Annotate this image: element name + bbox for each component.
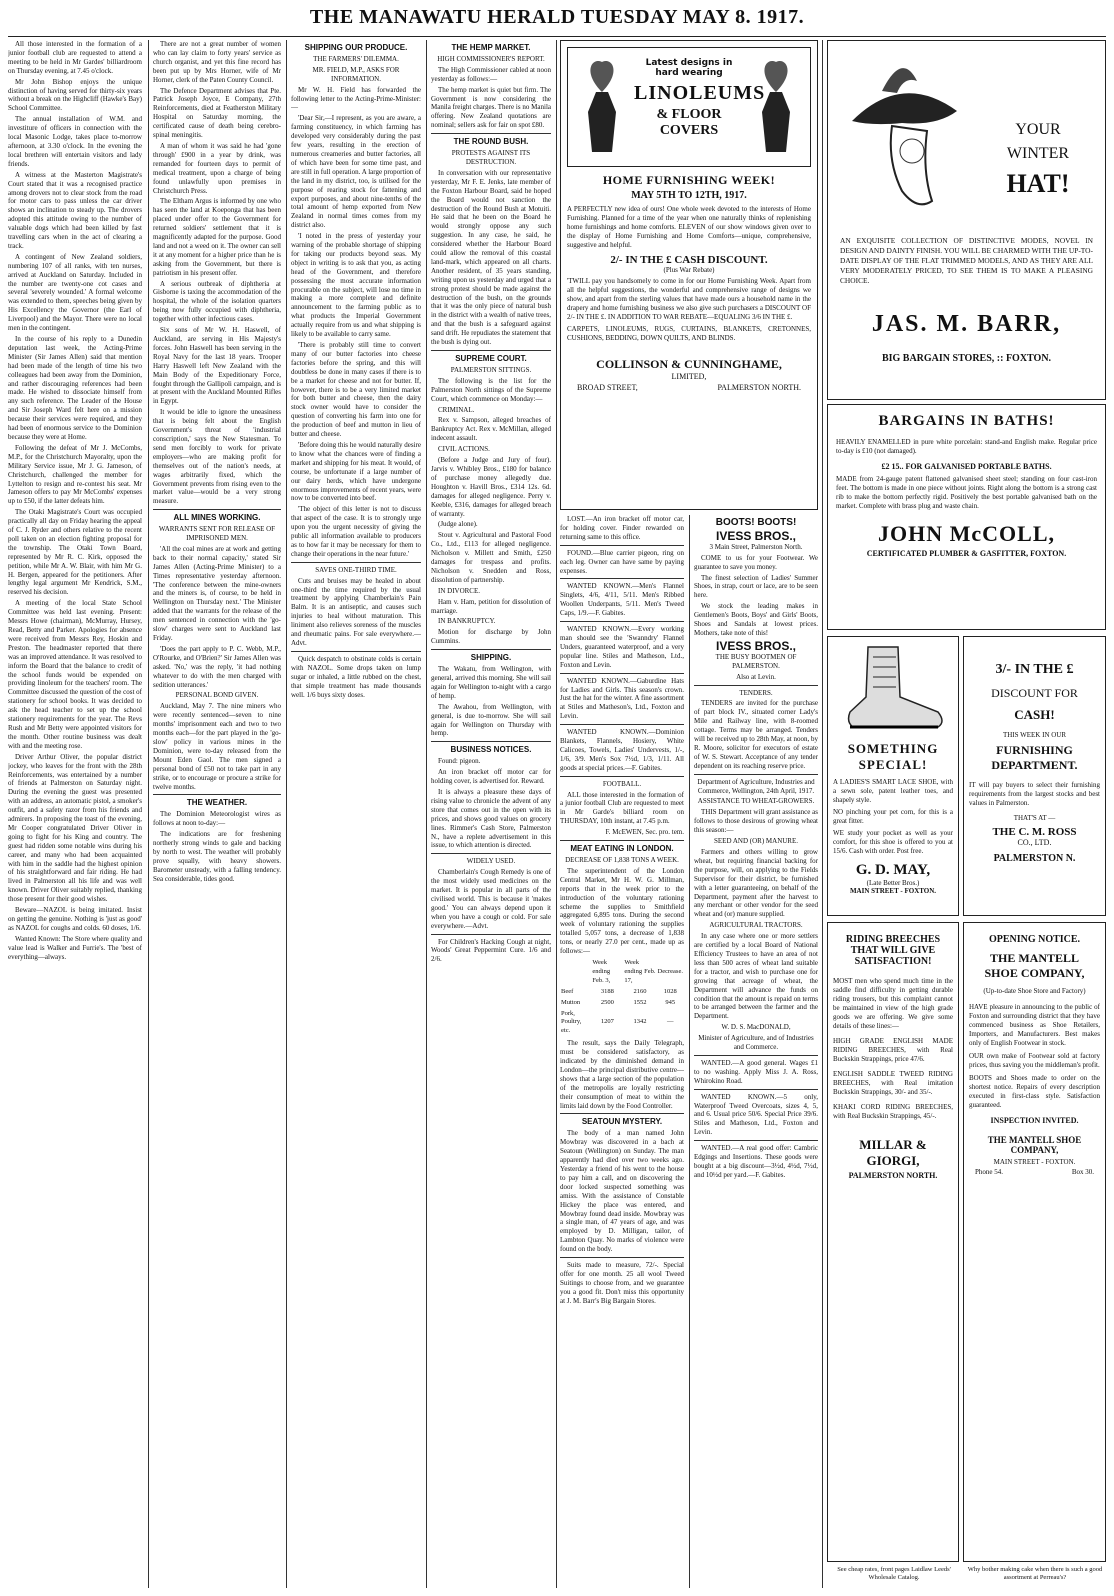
news-paragraph: 'The object of this letter is not to discuss that aspect of the case. It is to strongly urge upon you the urgent necessity of giving the public all information available to producers as to how far it may be necessary for them to change their operations in the near future.' (291, 505, 421, 558)
football-heading: FOOTBALL. (602, 779, 642, 788)
section-rule (431, 853, 551, 854)
tractors-heading: AGRICULTURAL TRACTORS. (709, 921, 803, 930)
lino-items: CARPETS, LINOLEUMS, RUGS, CURTAINS, BLANKETS, CRETONNES, CUSHIONS, BEDDING, DOWN QUILTS, AND BLINDS. (567, 325, 811, 342)
hat-line-2: WINTER (1006, 145, 1070, 162)
section-rule (560, 578, 684, 579)
news-paragraph: The Awahou, from Wellington, with general, is due to-morrow. She will sail again for Wellington on Thursday with hemp. (431, 702, 551, 738)
war-rebate-note: (Plus War Rebate) (663, 266, 715, 274)
news-paragraph: The superintendent of the London Central Market, Mr H. W. G. Millman, reports that in the week prior to the introduction of the voluntary rationing scheme the supplies to Smithfield aggregated 6,895 tons. During the second week of voluntary rationing the supplies totalled 5,057 tons, a decrease of 1,838 tons, or nearly 27.0 per cent., made up as follows:— (560, 866, 684, 956)
football-signature: F. McEWEN, Sec. pro. tem. (605, 828, 684, 837)
round-bush-subheading: PROTESTS AGAINST ITS DESTRUCTION. (451, 149, 531, 166)
week-dates: MAY 5TH TO 12TH, 1917. (631, 190, 747, 201)
inspection-invited: INSPECTION INVITED. (990, 1116, 1079, 1125)
classified-notice: WANTED KNOWN.—Every working man should see the 'Swanndry' Flannel Unders, guaranteed waterproof, and a very popular line. Stiles and Matheson, Ltd., Foxton and Levin. (560, 625, 684, 669)
vase-icon (746, 52, 806, 162)
news-paragraph: IN BANKRUPTCY. (438, 617, 496, 626)
column-divider (148, 40, 149, 1588)
table-cell: 1028 (663, 987, 677, 995)
section-rule (694, 1140, 818, 1141)
news-paragraph: 'Dear Sir,—I represent, as you are aware, a farming constituency, in which farming has developed very considerably during the past few years, resulting in the erection of numerous creameries and butter factories, all of which have been for some time past, and are still in full operation. A large proportion of the land in my district, too, is utilised for the purpose of rearing stock for fattening and export purposes, and about nine-tenths of the total amount of hemp exported from New Zealand in normal times comes from my district also. (291, 114, 421, 230)
dept-1: FURNISHING (996, 743, 1073, 757)
footer-left: See cheap rates, front pages Laidlaw Leeds' Wholesale Catalog. (837, 1566, 951, 1581)
riding-breeches-ad (827, 922, 959, 1562)
ivess-sub: THE BUSY BOOTMEN OF PALMERSTON. (715, 652, 797, 670)
column-divider (556, 40, 557, 1588)
section-rule (431, 934, 551, 935)
collinson-firm: COLLINSON & CUNNINGHAME, (596, 357, 782, 371)
section-rule (694, 685, 818, 686)
ross-town: PALMERSTON N. (993, 853, 1076, 864)
mantell-firm: THE MANTELL SHOE COMPANY, (987, 1135, 1082, 1155)
table-cell: 1552 (633, 998, 647, 1006)
meat-heading: MEAT EATING IN LONDON. (570, 844, 674, 854)
news-paragraph: Mr W. H. Field has forwarded the following letter to the Acting-Prime-Minister:— (291, 85, 421, 112)
table-cell: Mutton (561, 998, 581, 1006)
table-cell: — (667, 1018, 674, 1026)
news-paragraph: ALL those interested in the formation of a junior football Club are requested to meet in Mr Garde's billiard room on THURSDAY, 10th instant, at 7.45 p.m. (560, 790, 684, 826)
farmers-dilemma-subheading: THE FARMERS' DILEMMA. (313, 54, 399, 63)
newspaper-title: THE MANAWATU HERALD TUESDAY MAY 8. 1917. (309, 6, 805, 28)
news-paragraph: Following the defeat of Mr J. McCombs, M.P., for the Christchurch Mayoralty, upon the Military Service issue, Mr J. G. Jameson, of Christchurch, challenged the member for Lyttelton to resign and re-contest his seat. Mr Jameson offers to pay Mr McCombs' expenses up to £50, if the latter defeats him. (8, 443, 142, 506)
news-paragraph: The Eltham Argus is informed by one who has seen the land at Koeponga that has been placed under offer to the Government for returned soldiers' settlement that it is magnificently adapted for the purpose. Good land and not a weed on it. The owner can sell it at any moment for a higher price than he is asking from the Government, but there is patriotism in his present offer. (153, 197, 281, 277)
hat-line-3: HAT! (1006, 169, 1070, 198)
news-paragraph: For Children's Hacking Cough at night, Woods' Great Peppermint Cure. 1/6 and 2/6. (431, 937, 551, 964)
something-special-ad (827, 636, 959, 916)
table-cell: 1207 (600, 1018, 614, 1026)
news-paragraph: COME to us for your Footwear. We guarantee to save you money. (694, 553, 818, 571)
news-paragraph: The Wakatu, from Wellington, with general, arrived this morning. She will sail again for Wellington to-night with a cargo of hemp. (431, 665, 551, 700)
home-furnishing-week: HOME FURNISHING WEEK! (602, 173, 776, 187)
news-paragraph: The High Commissioner cabled at noon yesterday as follows:— (431, 65, 551, 83)
news-paragraph: The result, says the Daily Telegraph, must be considered satisfactory, as indicated by the diminished demand in London—the principal distributive centre—shows that a large section of the population of the metropolis are loyally restricting their consumption of meat to within the limits laid down by the Food Controller. (560, 1039, 684, 1110)
table-row (560, 1009, 684, 1038)
news-paragraph: In conversation with our representative yesterday, Mr F. E. Jenks, late member of the Foxton Harbour Board, said he hoped the Board would not sanction the destruction of the Round Bush at Motuiti. He said that he been on the Board he would strongly oppose any such suggestion. In any case, he said, he considered whether the Harbour Board could allow the removal of this coastal land-mark, which appeared on all charts. Another resident, of 35 years standing, writing upon us yesterday and urged that a strong protest should be made against the destruction of the bush, on the grounds that it was the only piece of natural bush in the district with a wealth of native trees, and that the bush is a safeguard against sand drift. He repudiates the statement that the bush is dying out. (431, 168, 551, 347)
table-cell: 2160 (633, 987, 647, 995)
thats-at: THAT'S AT — (1013, 814, 1056, 822)
news-paragraph: A witness at the Masterton Magistrate's Court stated that it was a recognised practice among drovers not to clear stock from the road for motor cars to pass unless the car driver shows an inclination to steady up. The drovers adopted this attitude owing to the number of valuable dogs which had been killed by fast travelling cars when in the act of clearing a track. (8, 170, 142, 250)
lady-in-hat-icon (842, 51, 962, 221)
court-subheading: PALMERSTON SITTINGS. (450, 365, 532, 374)
column-divider (426, 40, 427, 1588)
ivess-firm-2: IVESS BROS., (715, 638, 797, 653)
news-paragraph: Beware—NAZOL is being imitated. Insist on getting the genuine. Nothing is 'just as good' as NAZOL for coughs and colds. 60 doses, 1/6. (8, 906, 142, 932)
classified-notice: WANTED.—A real good offer: Cambric Edgings and Insertions. These goods were bought at a big discount—3½d, 4½d, 7½d, and 10½d per yard.—F. Gabites. (694, 1144, 818, 1179)
furn-body: IT will pay buyers to select their furnishing requirements from the largest stocks and best values in Palmerston. (969, 781, 1100, 807)
mantell-contact (969, 1168, 1100, 1176)
column-5 (560, 515, 684, 1588)
minister-title: Minister of Agriculture, and of Industries and Commerce. (698, 1034, 814, 1052)
column-6 (694, 515, 818, 1588)
news-paragraph: A meeting of the local State School Committee was held last evening. Present: Messrs Howe (chairman), McMurray, Hursey, Read, Betty and Parker. Apologies for absence were received from Messrs Rey, Hoskin and Preston. The headmaster reported that there was an improved attendance. It was resolved to inform the Board that the balance to credit of the school funds would be expended on providing linoleum for the teachers' room. The Committee discussed the question of the cost of stationery for school books. It was decided to ask the head teacher to set up the school stationery requirements for the year. The Revs Rush and Mr Betty were appointed visitors for the month. Other routine business was dealt with and the meeting rose. (8, 599, 142, 750)
news-paragraph: In any case where one or more settlers are certified by a local Board of National Efficiency Trustees to have an area of not less than 500 acres of wheat land suitable for a tractor, and wish to purchase one for growing that acreage of wheat, the Department will advance the funds on condition that the amount is repaid on terms to be arranged between the farmer and the Department. (694, 932, 818, 1021)
round-bush-heading: THE ROUND BUSH. (453, 137, 529, 147)
address-town: PALMERSTON NORTH. (717, 383, 801, 392)
this-week: THIS WEEK IN OUR (1002, 731, 1067, 739)
classified-notice: WANTED KNOWN.—Gaburdine Hats for Ladies and Girls. This season's crown. Just the hat for the winter. A fine assortment at Stiles and Matheson's, Ltd., Foxton and Levin. (560, 676, 684, 721)
minister-sign: W. D. S. MacDONALD, (721, 1023, 791, 1032)
news-paragraph: Cuts and bruises may be healed in about one-third the time required by the usual treatment by applying Chamberlain's Pain Balm. It is an antiseptic, and causes such injuries to heal without maturation. This liniment also relieves soreness of the muscles and rheumatic pains. For sale everywhere.—Advt. (291, 576, 421, 647)
weather-heading: THE WEATHER. (186, 798, 248, 808)
mantell-body-3: BOOTS and Shoes made to order on the shortest notice. Repairs of every description executed in first-class style. Satisfaction guaranteed. (969, 1074, 1100, 1109)
baths-p2: £2 15.. FOR GALVANISED PORTABLE BATHS. (881, 462, 1052, 471)
mantell-box: Box 30. (1071, 1168, 1094, 1176)
dept-2: DEPARTMENT. (991, 758, 1078, 772)
discount-cash: CASH! (1014, 707, 1055, 722)
mantell-sub: (Up-to-date Shoe Store and Factory) (983, 987, 1086, 995)
may-name: G. D. MAY, (855, 862, 931, 878)
widely-used-heading: WIDELY USED. (466, 857, 516, 866)
news-paragraph: 'Before doing this he would naturally desire to know what the chances were of finding a market and shipping for his meat. It would, of course, be unfortunate if a large number of our dairy herds, which have undergone enormous improvements of recent years, were now to be converted into beef. (291, 440, 421, 503)
section-rule (431, 649, 551, 650)
breech-head-2: THAT WILL GIVE (850, 945, 936, 956)
collinson-address (567, 383, 811, 392)
saves-heading: SAVES ONE-THIRD TIME. (315, 565, 397, 574)
news-paragraph: The following is the list for the Palmerston North sittings of the Supreme Court, which commence on Monday:— (431, 376, 551, 403)
news-paragraph: A man of whom it was said he had 'gone through' £900 in a year by drink, was remanded for fourteen days to permit of medical treatment, upon a charge of being found unlawfully upon premises in Christchurch Press. (153, 141, 281, 195)
section-rule (694, 1055, 818, 1056)
section-rule (694, 774, 818, 775)
dept-line: Department of Agriculture, Industries and Commerce, Wellington, 24th April, 1917. (697, 777, 815, 795)
footer-right: Why bother making cake when there is such a good assortment at Perreau's? (967, 1566, 1103, 1581)
field-subheading: MR. FIELD, M.P., ASKS FOR INFORMATION. (312, 65, 400, 83)
news-paragraph: In the course of his reply to a Dunedin deputation last week, the Acting-Prime Minister (Sir James Allen) said that mention had been made of the length of time his two colleagues had been away from the Dominion, and rather discouraging references had been made. He wished to dissociate himself from any such reference. The Leader of the House and Sir Joseph Ward felt here on a mission because their services were required, and they had been of enormous service to the Dominion because they were at Home. (8, 335, 142, 441)
section-rule (560, 724, 684, 725)
linoleum-banner (567, 47, 811, 167)
table-row (560, 987, 684, 998)
mantell-head-2: THE MANTELL (989, 951, 1079, 965)
address-street: BROAD STREET, (577, 383, 638, 392)
millar-name: MILLAR & GIORGI, (859, 1137, 927, 1168)
may-street: MAIN STREET - FOXTON. (849, 887, 937, 895)
news-paragraph: Farmers and others willing to grow wheat, but requiring financial backing for the purpose, will, on applying to the Fields Supervisor for their district, be furnished with a letter guaranteeing, on behalf of the Department, payment after the harvest to any merchant or other vendor for the seed wheat and (or) manure supplied. (694, 848, 818, 919)
mantell-head-3: SHOE COMPANY, (984, 966, 1085, 980)
special-body-3: WE study your pocket as well as your comfort, for this shoe is offered to you at 15/6. Cash with order. Post free. (833, 829, 953, 855)
ivess-also: Also at Levin. (736, 672, 776, 681)
classified-notice: WANTED.—A good general. Wages £1 to no washing. Apply Miss J. A. Ross, Whirokino Road. (694, 1058, 818, 1085)
bond-subheading: PERSONAL BOND GIVEN. (175, 691, 259, 700)
news-paragraph: 'All the coal mines are at work and getting back to their normal capacity,' stated Sir James Allen (Acting-Prime Minister) to a Times representative yesterday afternoon. 'The conference between the mine-owners and the miners is, of course, to be held in Wellington on Thursday next.' The Minister added that the warrants for the release of the men sentenced in connection with the 'go-slow' charges were sent to Auckland last Friday. (153, 544, 281, 642)
news-paragraph: 'Does the part apply to P. C. Webb, M.P., O'Rourke, and O'Brien?' Sir James Allen was asked. 'No,' was the reply, 'it had nothing whatever to do with the men charged with sedition utterances.' (153, 644, 281, 689)
hemp-subheading: HIGH COMMISSIONER'S REPORT. (437, 54, 545, 63)
mines-subheading: WARRANTS SENT FOR RELEASE OF IMPRISONED MEN. (158, 525, 276, 543)
news-paragraph: The finest selection of Ladies' Summer Shoes, in strap, court or lace, are to be seen here. (694, 573, 818, 600)
baths-p1: HEAVILY ENAMELLED in pure white porcelain: stand-and English make. Regular price to-day is £10 (not damaged). (836, 438, 1097, 455)
section-rule (560, 545, 684, 546)
breech-body: MOST men who spend much time in the saddle find difficulty in getting durable riding trousers, but this complaint cannot be maintained in view of the high grade goods we are offering. We give some details of these lines:— (833, 977, 953, 1030)
table-cell: Beef (561, 987, 574, 995)
column-divider (689, 515, 690, 1588)
news-paragraph: Stout v. Agricultural and Pastoral Food Co., Ltd., £113 for alleged negligence. Nicholson v. Millett and Smith, £250 damages for trespass and profits. Nicholson v. Snedden and Ross, dissolution of partnership. (431, 531, 551, 584)
section-rule (694, 1089, 818, 1090)
mccoll-name: JOHN McCOLL, (878, 521, 1055, 546)
news-paragraph: 'There is probably still time to convert many of our butter factories into cheese factories before the spring, and this will doubtless be done in many cases if there is to be a market for cheese and not for butter. If, however, there is to be a very limited market for both butter and cheese, then the dairy stock owner would have to consider the question of converting his farm into one for the production of beef and mutton in lieu of butter and cheese. (291, 341, 421, 439)
ivess-firm: IVESS BROS., (715, 528, 797, 543)
ivess-address: 3 Main Street, Palmerston North. (709, 542, 803, 551)
collinson-ltd: LIMITED, (671, 372, 707, 381)
news-paragraph: Suits made to measure, 72/-. Special offer for one month. 25 all wool Tweed Suitings to choose from, and we guarantee you a good fit. Don't miss this opportunity at J. M. Barr's Big Bargain Stores. (560, 1261, 684, 1305)
special-body-1: A LADIES'S SMART LACE SHOE, with a sewn sole, patent leather toes, and shapely style. (833, 778, 953, 804)
section-rule (560, 1113, 684, 1114)
boots-heading: BOOTS! BOOTS! (715, 517, 797, 528)
section-rule (153, 509, 281, 510)
special-head-2: SPECIAL! (858, 757, 928, 772)
linoleum-ad (560, 40, 818, 510)
news-paragraph: The Defence Department advises that Pte. Patrick Joseph Joyce, E Company, 27th Reinforcements, died at Featherston Military Hospital on Saturday morning, the certificated cause of death being cerebro-spinal meningitis. (153, 86, 281, 140)
cash-discount: 2/- IN THE £ CASH DISCOUNT. (610, 254, 768, 266)
masthead (0, 0, 1114, 36)
tenders-heading: TENDERS. (739, 688, 773, 697)
section-rule (291, 651, 421, 652)
table-cell: 2500 (600, 998, 614, 1006)
meat-subheading: DECREASE OF 1,838 TONS A WEEK. (565, 856, 679, 864)
column-3 (291, 40, 421, 1588)
news-paragraph: TENDERS are invited for the purchase of part block IV., situated corner Lady's Mile and Railway line, with 8-roomed cottage. Terms may be arranged. Tenders will be received up to 28th May, at noon, by R. Moore, solicitor for executors of estate of W. S. Stewart. Acceptance of any tender dependent on its reaching reserve price. (694, 699, 818, 770)
mantell-body-1: HAVE pleasure in announcing to the public of Foxton and surrounding district that they have commenced business as Shoe Retailers, Importers, and Manufacturers. Best makes only of English Footwear in stock. (969, 1003, 1100, 1047)
news-paragraph: THIS Department will grant assistance as follows to those desirous of growing wheat this season:— (694, 808, 818, 835)
mines-heading: ALL MINES WORKING. (173, 513, 261, 523)
section-rule (560, 673, 684, 674)
news-paragraph: (Before a Judge and Jury of four). Jarvis v. Whibley Bros., £180 for balance of purchase money allegedly due. Houghton v. Havill Bros., £314 12s. 6d. damages for alleged negligence. Perry v. Keeble, £316, damages for alleged breach of warranty. (431, 456, 551, 518)
section-rule (560, 1257, 684, 1258)
discount-for: DISCOUNT FOR (991, 686, 1078, 700)
hemp-heading: THE HEMP MARKET. (451, 43, 531, 52)
furnishing-discount-ad (963, 636, 1106, 916)
special-body-2: NO pinching your pet corn, for this is a great fitter. (833, 808, 953, 825)
news-paragraph: Chamberlain's Cough Remedy is one of the most widely used medicines on the market. It is popular in all parts of the civilised world. This is because it 'makes good.' You can always depend upon it when you have a cough or cold. For sale everywhere.—Advt. (431, 868, 551, 930)
shipping-heading: SHIPPING. (470, 653, 512, 663)
barr-name: JAS. M. BARR, (871, 311, 1062, 337)
classified-notice: FOUND.—Blue carrier pigeon, ring on each leg. Owner can have same by paying expenses. (560, 548, 684, 575)
table-header-cell: Week ending Feb. 17, (624, 958, 656, 984)
news-paragraph: It would be idle to ignore the uneasiness that is being felt about the English Government's threat of 'industrial conscription,' says the New Statesman. To send men forcibly to work for private employers—who are making profit for themselves out of the nation's needs, at wages arbitrarily fixed, which the Government prevents from rising even to the market value—would be a very strong measure. (153, 408, 281, 506)
baths-p3: MADE from 24-gauge patent flattened galvanised sheet steel; standing on four cast-iron feet. The bottom is made in one piece without joints. Right along the bottom is a strong cast rib to make the bottom perfectly rigid. Positively the best portable galvanised bath on the market. Complete with brass plug and waste chain. (836, 475, 1097, 510)
section-rule (560, 776, 684, 777)
section-rule (431, 741, 551, 742)
news-paragraph: A serious outbreak of diphtheria at Gisborne is taxing the accommodation of the hospital, the whole of the isolation quarters being now fully occupied with diphtheria, together with other infectious cases. (153, 279, 281, 324)
news-paragraph: All those interested in the formation of a junior football club are requested to attend a meeting to be held in Mr Gardes' billiardroom on Thursday evening, at 7.45 o'clock. (8, 40, 142, 75)
news-paragraph: We stock the leading makes in Gentlemen's Boots, Boys' and Girls' Boots, Shoes and Sandals at lowest prices. Mothers, take note of this! (694, 602, 818, 637)
news-paragraph: A contingent of New Zealand soldiers, numbering 107 of all ranks, with ten nurses, arrived at Auckland on Saturday. Included in the number are twenty-one cot cases and several 'severely wounded.' A formal welcome was extended to them, speeches being given by His Excellency the Governor (the Earl of Liverpool) and the Mayor. There were no local men in the contingent. (8, 252, 142, 333)
mantell-street: MAIN STREET - FOXTON. (993, 1158, 1076, 1166)
seed-heading: SEED AND (OR) MANURE. (714, 837, 798, 846)
winter-hat-ad (827, 40, 1106, 400)
news-paragraph: Quick despatch to obstinate colds is certain with NAZOL. Some drops taken on lump sugar or inhaled, a little rubbed on the chest, that simple treatment has made thousands well. 1/6 buys sixty doses. (291, 654, 421, 699)
news-paragraph: The annual installation of W.M. and investiture of officers in connection with the local Masonic Lodge, takes place to-morrow afternoon, at 3.30 o'clock. In the evening the local brethren will entertain visitors and lady friends. (8, 115, 142, 168)
masthead-rule (8, 36, 1106, 37)
meat-table (560, 958, 684, 1037)
mantell-phone: Phone 54. (975, 1168, 1003, 1176)
hat-line-1: YOUR (1015, 121, 1061, 138)
mantell-shoe-ad (963, 922, 1106, 1562)
barr-store: BIG BARGAIN STORES, :: FOXTON. (881, 353, 1052, 364)
section-rule (560, 840, 684, 841)
news-paragraph: The body of a man named John Mowbray was discovered in a bach at Seatoun (Wellington) on Sunday. The man apparently had died over two weeks ago. Yesterday a friend of his went to the house to pay him a call, and on discovering the door locked suspected something was amiss. With the assistance of Constable Hickey the place was entered, and Mowbray found dead inside. Mowbray was a single man, of 47 years of age, and was employed by D. Milligan, tailor, of Lambton Quay. No marks of violence were found on the body. (560, 1129, 684, 1254)
classified-notice: LOST.—An iron bracket off motor car, for holding cover. Finder rewarded on returning same to this office. (560, 515, 684, 541)
section-rule (291, 562, 421, 563)
shipping-produce-heading: SHIPPING OUR PRODUCE. (304, 43, 408, 52)
news-paragraph: Wanted Known: The Store where quality and value lead is Walker and Furrie's. The 'best of everything—always. (8, 934, 142, 961)
lino-para-2: 'TWILL pay you handsomely to come in for our Home Furnishing Week. Apart from all the helpful suggestions, the wonderful and comprehensive range of designs we show, and apart from the sterling values that have made ours a household name in the drapery and home furnishing business we also give such purchasers a DISCOUNT OF 2/- IN THE £. IN ADDITION TO WAR REBATE—EQUALING 3/6 IN THE £. (567, 277, 811, 321)
millar-town: PALMERSTON NORTH. (848, 1171, 938, 1180)
table-cell: Pork, Poultry, etc. (561, 1009, 582, 1035)
table-cell: 3188 (600, 987, 614, 995)
news-paragraph: Found: pigeon. (438, 757, 481, 766)
classified-notice: WANTED KNOWN.—Men's Flannel Singlets, 4/6, 4/11, 5/11. Men's Ribbed Woollen Underpants, 5/11. Men's Tweed Caps, 1/9.—F. Gabites. (560, 582, 684, 618)
news-paragraph: An iron bracket off motor car for holding cover, is advertised for. Reward. (431, 768, 551, 786)
mccoll-trade: CERTIFICATED PLUMBER & GASFITTER, FOXTON. (866, 549, 1067, 558)
news-paragraph: The Otaki Magistrate's Court was occupied practically all day on Friday hearing the appeal of C. J. Ryder and others relative to the recent poll taken on an election fighting proposal for the township. The Otaki Town Board, represented by Mr R. C. Kirk, opposed the petition, while Mr A. W. Blair, with him Mr G. H. Bergen, appeared for the petitioners. After lengthy legal argument Mr Kendrick, S.M., reserved his decision. (8, 508, 142, 597)
breech-line-3: KHAKI CORD RIDING BREECHES, with Real Buckskin Strappings, 45/-. (833, 1103, 953, 1120)
column-4 (431, 40, 551, 1588)
news-paragraph: (Judge alone). (438, 520, 478, 529)
column-divider (286, 40, 287, 1588)
mantell-head-1: OPENING NOTICE. (988, 934, 1081, 945)
breech-head-3: SATISFACTION! (854, 956, 932, 967)
news-paragraph: CIVIL ACTIONS. (438, 445, 490, 454)
table-header-cell: Week ending Feb. 3, (592, 958, 611, 984)
special-head-1: SOMETHING (847, 741, 939, 756)
supreme-court-heading: SUPREME COURT. (455, 354, 527, 363)
section-rule (560, 621, 684, 622)
table-header-cell (560, 958, 591, 987)
news-paragraph: Auckland, May 7. The nine miners who were recently sentenced—seven to nine months' imprisonment each and two to two months each—for the part played in the 'go-slow' policy in various mines in the Dominion, were to-day released from the Mount Eden Gaol. The men signed a personal bond of £50 not to take part in any strike, or to encourage or procure a strike for twelve months. (153, 702, 281, 791)
breech-line-2: ENGLISH SADDLE TWEED RIDING BREECHES, with Real imitation Buckskin Strappings, 30/- and 35/-. (833, 1070, 953, 1096)
ross-ltd: CO., LTD. (1017, 838, 1052, 847)
vase-icon (572, 52, 632, 162)
breech-line-1: HIGH GRADE ENGLISH MADE RIDING BREECHES, with Real Buckskin Strappings, price 47/6. (833, 1037, 953, 1063)
news-paragraph: IN DIVORCE. (438, 586, 480, 595)
table-row (560, 998, 684, 1009)
news-paragraph: CRIMINAL. (438, 405, 475, 414)
news-paragraph: It is always a pleasure these days of rising value to chronicle the advent of any store that comes out in the open with its prices, and shows good values on grocery lines. Rimmer's Cash Store, Palmerston N., have a replete advertisement in this issue, to which attention is directed. (431, 787, 551, 850)
table-cell: 945 (665, 998, 676, 1006)
seatoun-heading: SEATOUN MYSTERY. (581, 1117, 663, 1127)
section-rule (431, 133, 551, 134)
news-paragraph: Motion for discharge by John Cummins. (431, 628, 551, 646)
news-paragraph: The indications are for freshening northerly strong winds to gale and backing by north to west. The weather will probably prove squally, with heavy showers. Barometer unsteady, with a falling tendency. Sea considerable, tides good. (153, 830, 281, 883)
baths-head: BARGAINS IN BATHS! (878, 413, 1055, 429)
ross-firm: THE C. M. ROSS (992, 826, 1077, 838)
news-paragraph: The hemp market is quiet but firm. The Government is now considering the Manila freight charges. There is no Manila offering. New Zealand quotations are nominal; sellers ask for fair on spot £80. (431, 85, 551, 130)
discount-big: 3/- IN THE £ (995, 662, 1074, 677)
news-paragraph: Rex v. Sampson, alleged breaches of Bankruptcy Act. Rex v. McMillan, alleged indecent assault. (431, 416, 551, 443)
column-divider (822, 40, 823, 1588)
table-cell: 1342 (633, 1018, 647, 1026)
section-rule (431, 350, 551, 351)
boot-icon (838, 642, 948, 732)
lino-para-1: A PERFECTLY new idea of ours! One whole week devoted to the interests of Home Furnishing. Planned for a time of the year when one naturally thinks of replenishing home furnishings and home comforts. ELEVEN of our show windows given over to the display of Home Furnishing and Home Comforts—unique, comprehensive, suggestive and helpful. (567, 205, 811, 249)
breech-head-1: RIDING BREECHES (845, 934, 941, 945)
news-paragraph: Mr John Bishop enjoys the unique distinction of having served for thirty-six years without a break on the Highcliff (Hawke's Bay) School Committee. (8, 77, 142, 113)
table-header-cell: Decrease. (657, 967, 683, 975)
classified-notice: WANTED KNOWN.—5 only, Waterproof Tweed Overcoats, sizes 4, 5, and 6. Usual price 50/6. Special Price 39/6. Stiles and Matheson, Ltd., Foxton and Levin. (694, 1092, 818, 1137)
news-paragraph: Driver Arthur Oliver, the popular district jockey, who leaves for the front with the 28th Reinforcements, was entertained by a number of friends at Palmerston on Saturday night. During the evening the guest was presented with an address, an automatic pistol, a smoker's outfit, and a safety razor from his friends and admirers. In proposing the toast of the evening, Mr Cooper congratulated Driver Oliver in going to fight for his King and country. The guest had ridden some notable wins during his career, and many who had been acquainted with him in the saddle had the highest opinion of his straightforward and fair riding. He had lived in Palmerston all his life and was well known. Driver Oliver suitably replied, thanking those present for their good wishes. (8, 752, 142, 904)
news-paragraph: 'I noted in the press of yesterday your warning of the probable shortage of shipping for taking our products beyond seas. My object in writing is to ask that you, as acting head of the Government, and therefore possessing the most accurate information procurable on the subject, will lose no time in making a more complete and definite announcement to the farming public as to what products the Imperial Government actually require from us and what shipping is likely to be available to carry same. (291, 232, 421, 339)
may-late: (Late Better Bros.) (866, 879, 920, 887)
linoleum-banner-text: Latest designs in hard wearing (645, 58, 733, 78)
news-paragraph: The Dominion Meteorologist wires as follows at noon to-day:— (153, 810, 281, 828)
classified-notice: WANTED KNOWN.—Dominion Blankets, Flannels, Hosiery, White Calicoes, Towels, Ladies' Undervests, 1/-, 1/6, 3/9. Men's Sox 7½d, 1/3, 1/11. All goods at special prices.—F. Gabites. (560, 728, 684, 772)
mantell-body-2: OUR own make of Footwear sold at factory prices, thus saving you the middleman's profit. (969, 1052, 1100, 1069)
news-paragraph: Six sons of Mr W. H. Haswell, of Auckland, are serving in His Majesty's forces. John Haswell has been serving in the Royal Navy for the last 18 years. Trooper Harry Haswell left New Zealand with the Main Body of the Expeditionary Force, fought through the Gallipoli campaign, and is at present with the Auckland Mounted Rifles in Egypt. (153, 326, 281, 406)
linoleum-title: LINOLEUMS (634, 82, 766, 104)
business-notices-heading: BUSINESS NOTICES. (450, 745, 532, 755)
news-paragraph: There are not a great number of women who can lay claim to forty years' service as church organist, and yet this fine record has been put up by Mrs Horner, wife of Mr Horner, clerk of the Paten County Council. (153, 40, 281, 84)
baths-ad (827, 404, 1106, 630)
section-rule (153, 794, 281, 795)
floor-covers-title: & FLOOR COVERS (656, 107, 722, 138)
column-2 (153, 40, 281, 1588)
news-paragraph: Ham v. Ham, petition for dissolution of marriage. (431, 597, 551, 615)
column-1 (8, 40, 142, 1588)
assist-heading: ASSISTANCE TO WHEAT-GROWERS. (697, 797, 815, 806)
hat-body: AN EXQUISITE COLLECTION OF DISTINCTIVE MODES, NOVEL IN DESIGN AND DAINTY FINISH. YOU WILL BE CHARMED WITH THE UP-TO-DATE DISPLAY OF THE FLAT TRIMMED MODELS, AND AS THEY ARE ALL VERY MODERATELY PRICED, TO SEE THEM IS TO MAKE A PLEASING CHOICE. (840, 236, 1093, 285)
